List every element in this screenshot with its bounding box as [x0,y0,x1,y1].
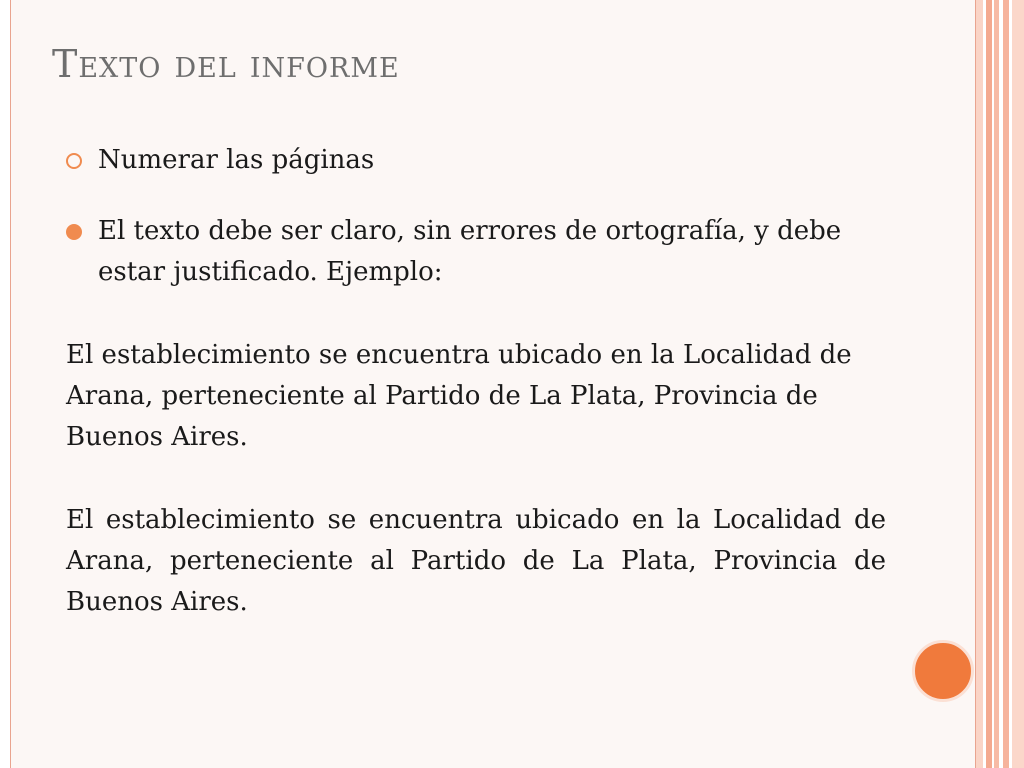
slide-content [66,140,886,623]
example-paragraph-justified: El establecimiento se encuentra ubicado en la Localidad de Arana, perteneciente al Partido de La Plata, Provincia de Buenos Aires. [66,505,886,617]
bullet-item [66,140,886,181]
bullet-item [66,211,886,293]
hollow-circle-bullet-icon [66,153,82,169]
bullet-text: Numerar las páginas [98,145,375,175]
bullet-text: El texto debe ser claro, sin errores de ortografía, y debe estar justificado. Ejemplo: [98,216,842,287]
example-paragraph-left-aligned: El establecimiento se encuentra ubicado en la Localidad de Arana, perteneciente al Partido de La Plata, Provincia de Buenos Aires. [66,340,852,452]
decorative-stripe [1012,0,1024,768]
filled-circle-bullet-icon [66,224,82,240]
slide-title: Texto del informe [52,42,400,86]
decorative-stripe [976,0,983,768]
decorative-circle-icon [912,640,974,702]
